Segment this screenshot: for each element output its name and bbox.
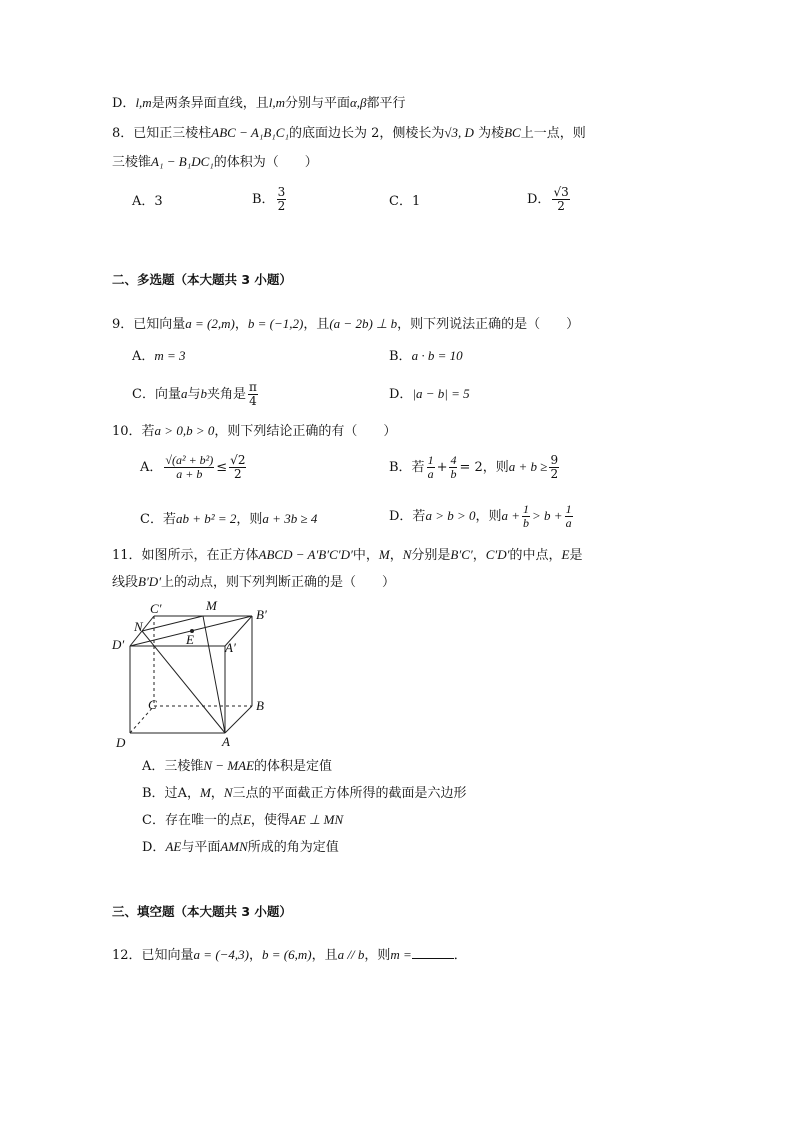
option-label: A． [132,349,155,364]
q10-option-b [389,454,561,481]
option-label: D． [527,192,551,207]
math-edge: B′C′ [450,547,473,562]
q9-option-c [132,381,260,408]
fraction [565,503,573,530]
math-segment: B′D′ [138,574,162,589]
question-number: 9．已知向量 [112,317,186,332]
text: 为棱 [478,126,505,141]
denominator: b [523,516,530,530]
text: 与 [187,387,201,402]
text: ， [472,548,486,563]
text: D． [142,840,166,855]
text: ，使得 [250,813,290,828]
numerator: π [248,380,257,394]
q8-option-a [132,193,163,211]
text: = 2，则 [459,460,509,475]
q11-stem-line2 [112,573,395,592]
denominator: 2 [557,199,565,213]
text: A．三棱锥 [142,759,204,774]
math-length: √3, D [444,125,474,140]
option-label: D．若 [389,509,426,524]
q9-option-a [132,347,186,366]
text: ，则 [236,512,263,527]
math-expr: a · b = 10 [411,348,463,363]
numerator: 1 [523,502,530,516]
q8-stem-line1 [112,124,586,143]
text: 的中点， [509,548,562,563]
label-b: B [256,698,264,713]
q10-option-a [140,454,248,481]
fraction [164,454,214,481]
option-label: A． [140,460,163,475]
math-edge: C′D′ [485,547,510,562]
q12-stem [112,946,467,965]
math-expr: N − MAE [203,758,255,773]
text: ， [249,948,263,963]
text: ， [210,786,224,801]
q8-option-d [527,186,572,213]
math-point: E [561,547,570,562]
q11-option-b [142,784,467,803]
edge-a-b [225,706,252,733]
q8-option-c [389,193,420,211]
label-m: M [206,598,217,613]
math-expr: a + 3b ≥ 4 [262,511,318,526]
math-lm: l,m [135,95,152,110]
math-prism: ABC − A₁B₁C₁ [211,125,289,140]
text: C．存在唯一的点 [142,813,243,828]
math-vector-a: a = (2,m) [185,316,235,331]
text: 上的动点，则下列判断正确的是（ ） [161,575,396,590]
math-expr: a + b ≥ [508,459,548,474]
math-condition: a // b [337,947,365,962]
numerator: √(a² + b²) [165,453,214,467]
math-edge: BC [504,125,521,140]
section-heading-fill-in: 三、填空题（本大题共 3 小题） [112,904,292,919]
math-lm: l,m [268,95,285,110]
text: 三点的平面截正方体所得的截面是六边形 [232,786,467,801]
math-expr: m = [390,947,412,962]
q10-option-d [389,503,575,530]
q9-option-d [389,385,470,404]
q10-option-c [140,510,317,529]
math-point: E [242,812,251,827]
math-point: N [402,547,412,562]
option-label: D． [112,96,136,111]
fraction [522,503,530,530]
label-c1: C′ [150,601,162,616]
math-vector-b: b = (−1,2) [247,316,304,331]
math-pyramid: A₁ − B₁DC₁ [151,154,214,169]
text: 是 [569,548,583,563]
math-expr: m = 3 [154,348,186,363]
segment-m-a [203,616,225,733]
option-text: C．1 [389,194,421,209]
math-plane: AMN [220,839,248,854]
denominator: a + b [176,467,203,481]
q10-stem [112,422,396,441]
math-condition: (a − 2b) ⊥ b [329,316,398,331]
fraction [449,454,457,481]
math-condition: a > b > 0 [425,508,476,523]
numerator: √2 [230,453,246,467]
math-expr: > b + [532,508,563,523]
fraction [549,454,559,481]
question-number: 8．已知正三棱柱 [112,126,212,141]
q11-option-d [142,838,339,857]
math-point: A， [177,786,200,801]
text: 是两条异面直线，且 [151,96,269,111]
text: 线段 [112,575,139,590]
label-a1: A′ [225,640,236,655]
option-label: C．若 [140,512,176,527]
cube-figure [108,596,278,752]
text: 与平面 [181,840,221,855]
math-point: M [378,547,390,562]
question-number: 11．如图所示，在正方体 [112,548,259,563]
math-expr: |a − b| = 5 [412,386,470,401]
q11-stem-line1 [112,546,582,565]
answer-blank[interactable] [412,946,454,959]
text: ，且 [303,317,330,332]
text: 的底面边长为 2，侧棱长为 [288,126,445,141]
text: ， [234,317,248,332]
numerator: 3 [277,185,286,199]
fraction [277,186,287,213]
q8-stem-line2 [112,153,318,172]
option-text: A．3 [132,194,163,209]
fraction [427,454,435,481]
text: ，则 [364,948,391,963]
numerator: 9 [550,453,559,467]
math-condition: ab + b² = 2 [175,511,237,526]
denominator: 2 [233,467,242,481]
question-number: 12．已知向量 [112,948,194,963]
text: 都平行 [366,96,406,111]
q9-option-b [389,347,463,366]
text: 上一点，则 [520,126,586,141]
fraction [229,454,246,481]
text: B．过 [142,786,178,801]
fraction [552,186,569,213]
math-vector-a: a = (−4,3) [193,947,249,962]
text: 中， [352,548,379,563]
question-number: 10．若 [112,424,155,439]
text: 的体积是定值 [254,759,333,774]
numerator: √3 [553,185,569,199]
option-label: B．若 [389,460,425,475]
relation: ≤ [216,460,228,475]
section-heading-multiple-choice: 二、多选题（本大题共 3 小题） [112,272,292,287]
text: ，且 [311,948,338,963]
math-point: M [199,785,211,800]
math-vector-b: b = (6,m) [262,947,312,962]
denominator: 2 [550,467,559,481]
text: ，则下列结论正确的有（ ） [214,424,397,439]
math-segment: AE [165,839,182,854]
segment-n-m [142,616,203,631]
q11-option-c [142,811,343,830]
denominator: 2 [277,199,286,213]
math-expr: a + [501,508,521,523]
denominator: a [565,516,572,530]
numerator: 1 [565,502,572,516]
label-d: D [116,735,126,750]
option-label: C．向量 [132,387,181,402]
label-e: E [186,632,194,647]
math-point: N [223,785,233,800]
text: 的体积为（ ） [213,155,318,170]
option-label: D． [389,387,413,402]
text: ． [453,948,467,963]
text: 三棱锥 [112,155,152,170]
q9-stem [112,315,579,334]
math-expr: AE ⊥ MN [289,812,344,827]
q11-option-a [142,757,332,776]
q8-option-b [252,186,288,213]
label-a: A [222,734,230,749]
label-n: N [134,619,143,634]
fraction [248,381,258,408]
numerator: 4 [450,453,457,467]
text: ， [389,548,403,563]
label-b1: B′ [256,607,267,622]
text: 所成的角为定值 [247,840,339,855]
math-vector: b [200,386,207,401]
denominator: b [450,467,457,481]
math-planes: α,β [349,95,367,110]
math-condition: a > 0,b > 0 [154,423,215,438]
math-cube: ABCD − A′B′C′D′ [258,547,353,562]
text: 夹角是 [206,387,246,402]
label-d1: D′ [112,637,125,652]
math-vector: a [180,386,188,401]
text: 分别与平面 [284,96,350,111]
denominator: 4 [249,394,257,408]
option-label: B． [389,349,412,364]
text: ，则 [475,509,502,524]
denominator: a [427,467,434,481]
label-c: C [148,697,157,712]
operator: + [436,460,448,475]
numerator: 1 [427,453,434,467]
text: ，则下列说法正确的是（ ） [397,317,580,332]
q7-option-d [112,94,406,113]
option-label: B． [252,192,275,207]
text: 分别是 [411,548,451,563]
